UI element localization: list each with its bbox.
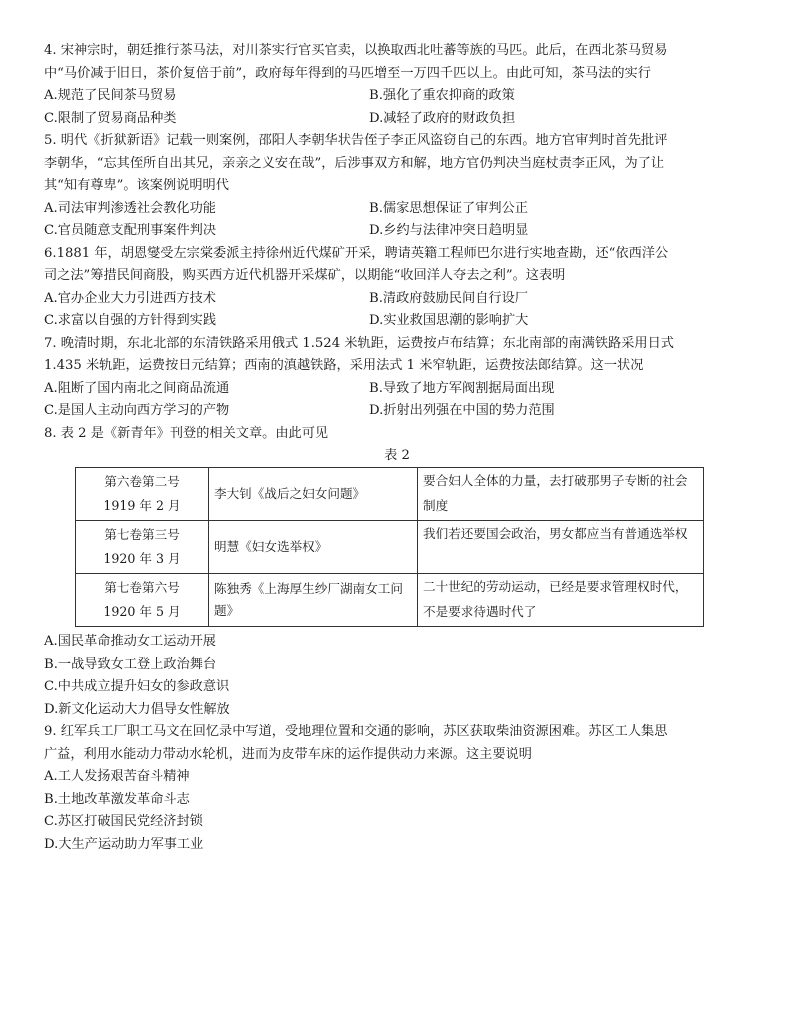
issue-number: 第六卷第二号 [104, 474, 180, 489]
issue-cell [76, 468, 209, 521]
option-c: C.苏区打破国民党经济封锁 [44, 814, 203, 829]
question-stem-line: 广益，利用水能动力带动水轮机，进而为皮带车床的运作提供动力来源。这主要说明 [44, 746, 532, 762]
issue-date: 1920 年 5 月 [103, 604, 181, 619]
option-c: C.是国人主动向西方学习的产物 [44, 403, 230, 418]
option-b: B.清政府鼓励民间自行设厂 [369, 290, 528, 306]
options-grid [44, 198, 750, 243]
question-stem-line: 李朝华，“忘其侄所自出其兄，亲亲之义安在哉”，后涉事双方和解，地方官仍判决当庭杖责李正风，为了让 [44, 155, 665, 171]
option-d: D.新文化运动大力倡导女性解放 [44, 701, 230, 717]
quote-cell: 要合妇人全体的力量，去打破那男子专断的社会制度 [418, 468, 704, 521]
question-stem-line: 9. 红军兵工厂职工马文在回忆录中写道，受地理位置和交通的影响，苏区获取柴油资源困难。苏区工人集思 [44, 724, 668, 739]
quote-cell: 二十世纪的劳动运动，已经是要求管理权时代，不是要求待遇时代了 [418, 574, 704, 627]
option-b: B.儒家思想保证了审判公正 [369, 200, 528, 216]
option-c: C.中共成立提升妇女的参政意识 [44, 679, 230, 694]
option-a: A.规范了民间茶马贸易 [44, 88, 177, 103]
option-a: A.官办企业大力引进西方技术 [44, 290, 216, 306]
table-row [76, 521, 704, 574]
question-5 [44, 130, 750, 243]
option-d: D.减轻了政府的财政负担 [369, 110, 516, 126]
question-stem-line: 5. 明代《折狱新语》记载一则案例，邵阳人李朝华状告侄子李正风盗窃自己的东西。地方官审判时首先批评 [44, 133, 668, 148]
options-grid [44, 288, 750, 333]
question-9 [44, 721, 750, 856]
article-cell: 陈独秀《上海厚生纱厂湖南女工问题》 [209, 574, 418, 627]
question-stem-line: 7. 晚清时期，东北北部的东清铁路采用俄式 1.524 米轨距，运费按卢布结算；东北南部的南满铁路采用日式 [44, 335, 674, 351]
option-b: B.导致了地方军阀割据局面出现 [369, 380, 555, 396]
quote-cell: 我们若还要国会政治，男女都应当有普通选举权 [418, 521, 704, 574]
option-d: D.实业救国思潮的影响扩大 [369, 313, 529, 328]
table-row [76, 574, 704, 627]
question-stem-line: 8. 表 2 是《新青年》刊登的相关文章。由此可见 [44, 425, 329, 441]
article-cell: 明慧《妇女选举权》 [209, 521, 418, 574]
options-grid [44, 85, 750, 130]
question-6 [44, 243, 750, 333]
exam-page [44, 40, 750, 856]
question-stem-line: 6.1881 年，胡恩燮受左宗棠委派主持徐州近代煤矿开采，聘请英籍工程师巴尔进行实地查勘，还“依西洋公 [44, 245, 669, 261]
table-caption: 表 2 [384, 448, 410, 463]
option-b: B.强化了重农抑商的政策 [369, 88, 515, 103]
issue-date: 1919 年 2 月 [103, 498, 181, 513]
issue-cell [76, 521, 209, 574]
option-a: A.阻断了国内南北之间商品流通 [44, 380, 230, 396]
question-stem-line: 中“马价减于旧日，茶价复倍于前”，政府每年得到的马匹增至一万四千匹以上。由此可知，茶马法的实行 [44, 65, 651, 81]
articles-table [75, 467, 704, 627]
option-a: A.司法审判渗透社会教化功能 [44, 200, 216, 216]
question-stem-line: 其“知有尊卑”。该案例说明明代 [44, 178, 229, 193]
question-8 [44, 423, 750, 722]
option-c: C.官员随意支配刑事案件判决 [44, 223, 217, 238]
options-grid [44, 378, 750, 423]
option-d: D.大生产运动助力军事工业 [44, 836, 204, 852]
issue-date: 1920 年 3 月 [103, 551, 181, 566]
option-a: A.国民革命推动女工运动开展 [44, 634, 216, 649]
issue-cell [76, 574, 209, 627]
issue-number: 第七卷第三号 [104, 527, 180, 542]
option-d: D.折射出列强在中国的势力范围 [369, 403, 555, 418]
option-b: B.土地改革激发革命斗志 [44, 791, 190, 807]
question-stem-line: 司之法”筹措民间商股，购买西方近代机器开采煤矿，以期能“收回洋人夺去之利”。这表明 [44, 268, 566, 283]
article-cell: 李大钊《战后之妇女问题》 [209, 468, 418, 521]
question-7 [44, 333, 750, 423]
option-d: D.乡约与法律冲突日趋明显 [369, 223, 529, 238]
option-b: B.一战导致女工登上政治舞台 [44, 656, 217, 672]
option-a: A.工人发扬艰苦奋斗精神 [44, 769, 190, 784]
option-c: C.限制了贸易商品种类 [44, 110, 177, 126]
question-stem-line: 4. 宋神宗时，朝廷推行茶马法，对川茶实行官买官卖，以换取西北吐蕃等族的马匹。此后，在西北茶马贸易 [44, 43, 668, 58]
issue-number: 第七卷第六号 [104, 580, 180, 595]
option-c: C.求富以自强的方针得到实践 [44, 313, 217, 328]
question-4 [44, 40, 750, 130]
table-row [76, 468, 704, 521]
question-stem-line: 1.435 米轨距，运费按日元结算；西南的滇越铁路，采用法式 1 米窄轨距，运费按法郎结算。这一状况 [44, 358, 644, 373]
